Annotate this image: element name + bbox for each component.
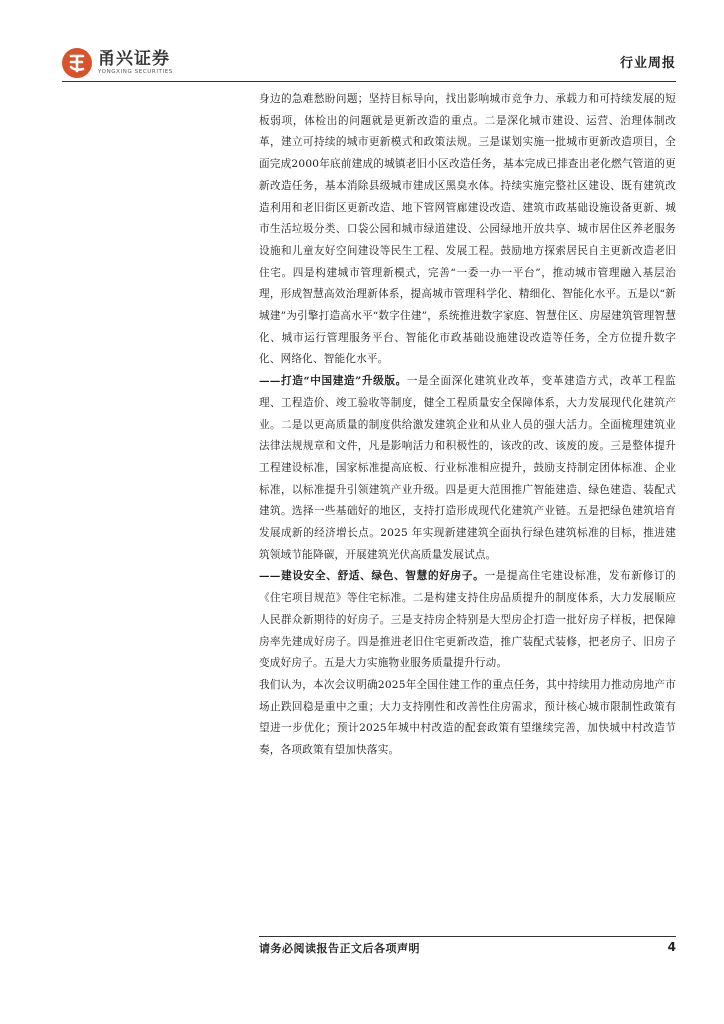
paragraph-conclusion: 我们认为，本次会议明确2025年全国住建工作的重点任务，其中持续用力推动房地产市场止跌回稳是重中之重；大力支持刚性和改善性住房需求，预计核心城市限制性政策有望进一步优化；预计2025年城中村改造的配套政策有望继续完善，加快城中村改造节奏，各项政策有望加快落实。 [259,678,676,757]
paragraph-good-houses [259,566,676,675]
brand-name-cn: 甬兴证券 [98,48,170,69]
paragraph-text: 一是提高住宅建设标准，发布新修订的《住宅项目规范》等住宅标准。二是构建支持住房品质提升的制度体系，大力发展顺应人民群众新期待的好房子。三是支持房企特别是大型房企打造一批好房子样板，把保障房率先建成好房子。四是推进老旧住宅更新改造，推广装配式装修，把老房子、旧房子变成好房子。五是大力实施物业服务质量提升行动。 [259,570,677,670]
footer-disclaimer: 请务必阅读报告正文后各项声明 [259,942,420,955]
footer-divider [259,936,676,937]
paragraph-heading: ——建设安全、舒适、绿色、智慧的好房子。 [259,570,485,583]
brand-logo [62,48,173,78]
paragraph-text: 一是全面深化建筑业改革，变革建造方式，改革工程监理、工程造价、竣工验收等制度，健全工程质量安全保障体系，大力发展现代化建筑产业。二是以更高质量的制度供给激发建筑企业和从业人员的强大活力。全面梳理建筑业法律法规规章和文件，凡是影响活力和积极性的，该改的改、该废的废。三是整体提升工程建设标准，国家标准提高底板、行业标准相应提升，鼓励支持制定团体标准、企业标准，以标准提升引领建筑产业升级。四是更大范围推广智能建造、绿色建造、装配式建筑。选择一些基础好的地区，支持打造形成现代化建筑产业链。五是把绿色建筑培育发展成新的经济增长点。2025 年实现新建建筑全面执行绿色建筑标准的目标，推进建筑领域节能降碳，开展建筑光伏高质量发展试点。 [259,375,676,561]
paragraph-urban-renewal: 身边的急难愁盼问题；坚持目标导向，找出影响城市竞争力、承载力和可持续发展的短板弱项，体检出的问题就是更新改造的重点。二是深化城市建设、运营、治理体制改革，建立可持续的城市更新模式和政策法规。三是谋划实施一批城市更新改造项目，全面完成2000年底前建成的城镇老旧小区改造任务，基本完成已排查出老化燃气管道的更新改造任务，基本消除县级城市建成区黑臭水体。持续实施完整社区建设、既有建筑改造利用和老旧街区更新改造、地下管网管廊建设改造、建筑市政基础设施设备更新、城市生活垃圾分类、口袋公园和城市绿道建设、公园绿地开放共享、城市居住区养老服务设施和儿童友好空间建设等民生工程、发展工程。鼓励地方探索居民自主更新改造老旧住宅。四是构建城市管理新模式，完善“一委一办一平台”，推动城市管理融入基层治理，形成智慧高效治理新体系，提高城市管理科学化、精细化、智能化水平。五是以“新城建”为引擎打造高水平“数字住建”，系统推进数字家庭、智慧住区、房屋建筑管理智慧化、城市运行管理服务平台、智能化市政基础设施建设改造等任务，全方位提升数字化、网络化、智能化水平。 [259,93,676,366]
header-divider [62,81,676,82]
brand-logo-icon [62,48,92,78]
brand-name-en: YONGXING SECURITIES [98,68,173,75]
paragraph-china-construction [259,371,676,566]
paragraph-heading: ——打造“中国建造”升级版。 [259,375,407,388]
main-content [259,89,676,762]
page-number: 4 [667,940,676,954]
page-header [62,46,676,82]
report-type-label: 行业周报 [619,56,676,71]
